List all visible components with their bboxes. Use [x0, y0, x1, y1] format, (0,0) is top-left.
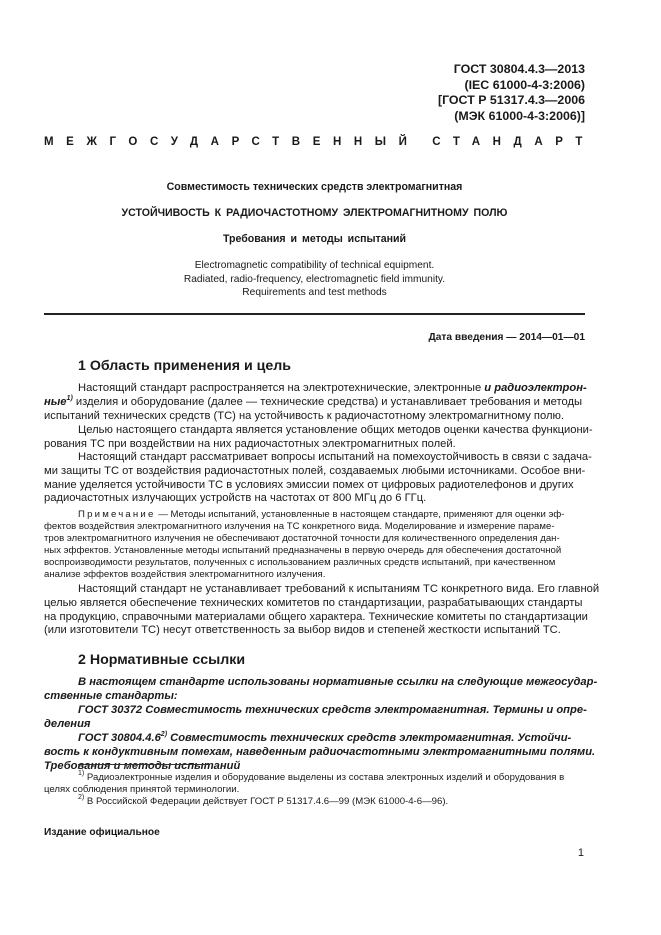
note-label: Примечание	[78, 509, 156, 520]
english-title-line: Requirements and test methods	[242, 287, 387, 298]
english-title-line: Radiated, radio-frequency, electromagnetic field immunity.	[183, 273, 446, 285]
footnote-2: $^{2)}$ В Российской Федерации действует ГОСТ Р 51317.4.6—99 (МЭК 61000-4-6—96).	[78, 794, 449, 807]
normative-reference-2: ГОСТ 30804.4.6$^{2)}$ Совместимость технических средств электромагнитная. Устойчи- вость к кондуктивным помехам, наведенным радиочастотными электромагнитными полями. Требования и методы испытаний	[44, 731, 596, 772]
std-line: [ГОСТ Р 51317.4.3—2006	[437, 93, 585, 107]
title-line-3: Требования и методы испытаний	[222, 233, 407, 245]
std-line: (IEC 61000-4-3:2006)	[464, 77, 585, 92]
title-line-1: Совместимость технических средств электромагнитная	[166, 181, 463, 193]
title-line-2: УСТОЙЧИВОСТЬ К РАДИОЧАСТОТНОМУ ЭЛЕКТРОМАГНИТНОМУ ПОЛЮ	[121, 207, 508, 219]
english-title-line: Electromagnetic compatibility of technical equipment.	[194, 260, 435, 271]
section-1-note: Примечание — Методы испытаний, установленные в настоящем стандарте, применяют для оценки эф- фектов воздействия электромагнитного излучения на ТС конкретного вида. Моделирование и измерение параме- тров электромагнитного излучения не обеспечивают достаточной точности для количественного определения дан- ных эффектов. Установленные методы испытаний предназначены в первую очередь для обеспечения достаточной воспроизводимости результатов, полученных с использованием различных средств испытаний, при качественном анализе эффектов воздействия электромагнитного излучения.	[44, 509, 565, 581]
section-1-paragraph-4: Настоящий стандарт не устанавливает требований к испытаниям ТС конкретного вида. Его главной целью является обеспечение технических комитетов по стандартизации, разрабатывающих стандарты на продукцию, справочными материалами общего характера. Технические комитеты по стандартизации (или изготовители ТС) несут ответственность за выбор видов и степеней жесткости испытаний ТС.	[44, 583, 600, 637]
section-1-paragraph-2: Целью настоящего стандарта является установление общих методов оценки качества функциони- рования ТС при воздействии на них радиочастотных электромагнитных полей.	[44, 424, 593, 450]
interstate-standard-banner	[44, 136, 595, 152]
edition-label: Издание официальное	[44, 827, 160, 838]
footnote-ref-1[interactable]: 1)	[66, 394, 73, 402]
normative-reference-1: ГОСТ 30372 Совместимость технических средств электромагнитная. Термины и опре- деления	[44, 704, 587, 730]
header-divider	[44, 313, 585, 315]
page-number: 1	[577, 847, 584, 859]
section-2-paragraph-1: В настоящем стандарте использованы нормативные ссылки на следующие межгосудар- ственные стандарты:	[44, 676, 598, 702]
section-1-paragraph-1: Настоящий стандарт распространяется на электротехнические, электронные и радиоэлектрон- ные$^{1)}$ изделия и оборудование (далее — технические средства) и устанавливает требования и методы испытаний технических средств (ТС) на устойчивость к радиочастотному электромагнитному полю.	[44, 382, 587, 422]
english-title	[44, 259, 585, 300]
footnote-ref-2[interactable]: 2)	[160, 731, 168, 738]
banner-word-1: МЕЖГОСУДАРСТВЕННЫЙ	[44, 136, 420, 148]
standard-designation	[438, 62, 585, 124]
introduction-date: Дата введения — 2014—01—01	[428, 332, 585, 343]
section-1-heading: 1 Область применения и цель	[78, 358, 292, 374]
section-1-paragraph-3: Настоящий стандарт рассматривает вопросы испытаний на помехоустойчивость в связи с задача- ми защиты ТС от воздействия радиочастотных полей, создаваемых любыми источниками. Особое вни- мание уделяется устойчивости ТС в условиях эмиссии помех от цифровых радиотелефонов и других радиочастотных излучающих устройств на частотах от 800 МГц до 6 ГГц.	[44, 451, 592, 505]
footnote-1: $^{1)}$ Радиоэлектронные изделия и оборудование выделены из состава электронных изделий и оборудования в целях соблюдения принятой терминологии.	[44, 770, 565, 795]
std-line: ГОСТ 30804.4.3—2013	[453, 62, 585, 76]
banner-word-2: СТАНДАРТ	[432, 136, 595, 148]
footnote-divider	[78, 764, 208, 765]
section-2-heading: 2 Нормативные ссылки	[78, 652, 246, 668]
std-line: (МЭК 61000-4-3:2006)]	[454, 108, 585, 123]
